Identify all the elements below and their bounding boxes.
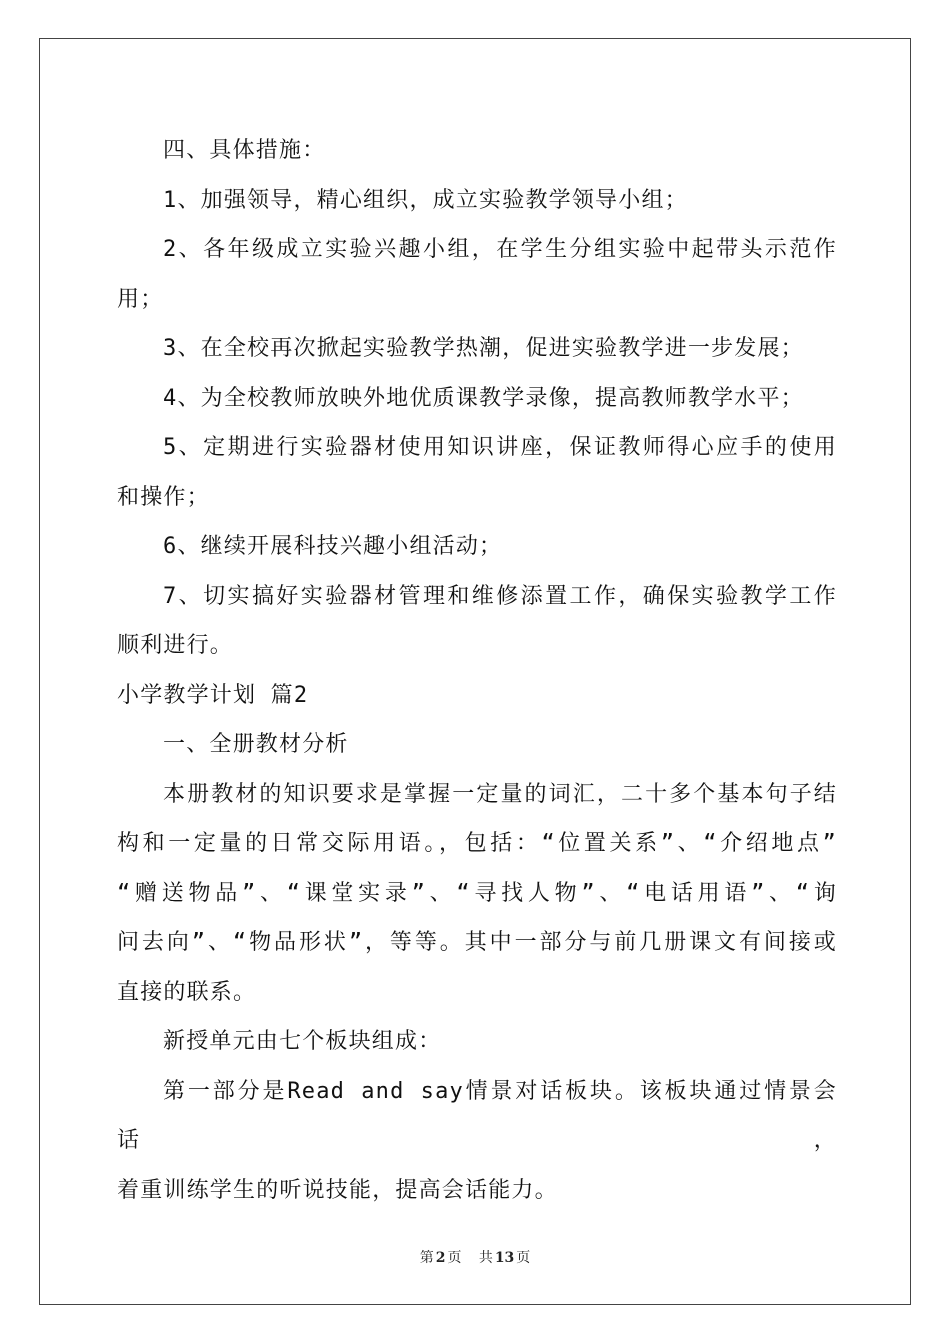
page-suffix: 页 bbox=[447, 1250, 462, 1266]
paragraph bbox=[117, 1017, 837, 1067]
text-line: 6、继续开展科技兴趣小组活动； bbox=[163, 534, 503, 559]
text-line: 7、切实搞好实验器材管理和维修添置工作，确保实验教学工作 bbox=[163, 583, 837, 609]
text-line: “赠送物品”、“课堂实录”、“寻找人物”、“电话用语”、“询 bbox=[117, 880, 837, 906]
text-line: 直接的联系。 bbox=[117, 979, 257, 1005]
text-line: 顺利进行。 bbox=[117, 633, 234, 658]
text-line: 用； bbox=[117, 286, 164, 312]
text-line: 着重训练学生的听说技能，提高会话能力。 bbox=[117, 1177, 558, 1203]
text-line: 2、各年级成立实验兴趣小组，在学生分组实验中起带头示范作 bbox=[163, 237, 837, 262]
page-footer bbox=[0, 1247, 950, 1267]
paragraph bbox=[117, 324, 837, 374]
paragraph bbox=[117, 423, 837, 522]
text-line: 4、为全校教师放映外地优质课教学录像，提高教师教学水平； bbox=[163, 385, 804, 411]
text-line: 本册教材的知识要求是掌握一定量的词汇，二十多个基本句子结 bbox=[163, 781, 837, 807]
text-line: 四、具体措施： bbox=[163, 138, 326, 163]
paragraph bbox=[117, 720, 837, 770]
text-line: 3、在全校再次掀起实验教学热潮，促进实验教学进一步发展； bbox=[163, 336, 804, 361]
total-suffix: 页 bbox=[516, 1250, 531, 1266]
text-line: 1、加强领导，精心组织，成立实验教学领导小组； bbox=[163, 187, 688, 213]
paragraph bbox=[117, 572, 837, 671]
page-number: 2 bbox=[435, 1250, 446, 1266]
document-body bbox=[117, 126, 837, 1215]
text-line: 和操作； bbox=[117, 484, 210, 510]
paragraph bbox=[117, 770, 837, 1018]
text-line: 新授单元由七个板块组成： bbox=[163, 1029, 442, 1054]
paragraph bbox=[117, 176, 837, 226]
paragraph bbox=[117, 225, 837, 324]
text-line: 5、定期进行实验器材使用知识讲座，保证教师得心应手的使用 bbox=[163, 435, 837, 460]
paragraph bbox=[117, 126, 837, 176]
page-prefix: 第 bbox=[419, 1250, 434, 1266]
text-line: 问去向”、“物品形状”，等等。其中一部分与前几册课文有间接或 bbox=[117, 930, 837, 955]
section-heading bbox=[117, 671, 837, 721]
paragraph bbox=[117, 374, 837, 424]
text-line: 构和一定量的日常交际用语。，包括：“位置关系”、“介绍地点” bbox=[117, 831, 837, 856]
text-line: 小学教学计划 篇2 bbox=[117, 682, 309, 708]
text-line: 一、全册教材分析 bbox=[163, 732, 349, 757]
total-pages: 13 bbox=[494, 1250, 515, 1266]
total-prefix: 共 bbox=[478, 1250, 493, 1266]
text-line: 第一部分是Read and say情景对话板块。该板块通过情景会话， bbox=[117, 1078, 837, 1153]
paragraph bbox=[117, 522, 837, 572]
paragraph bbox=[117, 1067, 837, 1216]
